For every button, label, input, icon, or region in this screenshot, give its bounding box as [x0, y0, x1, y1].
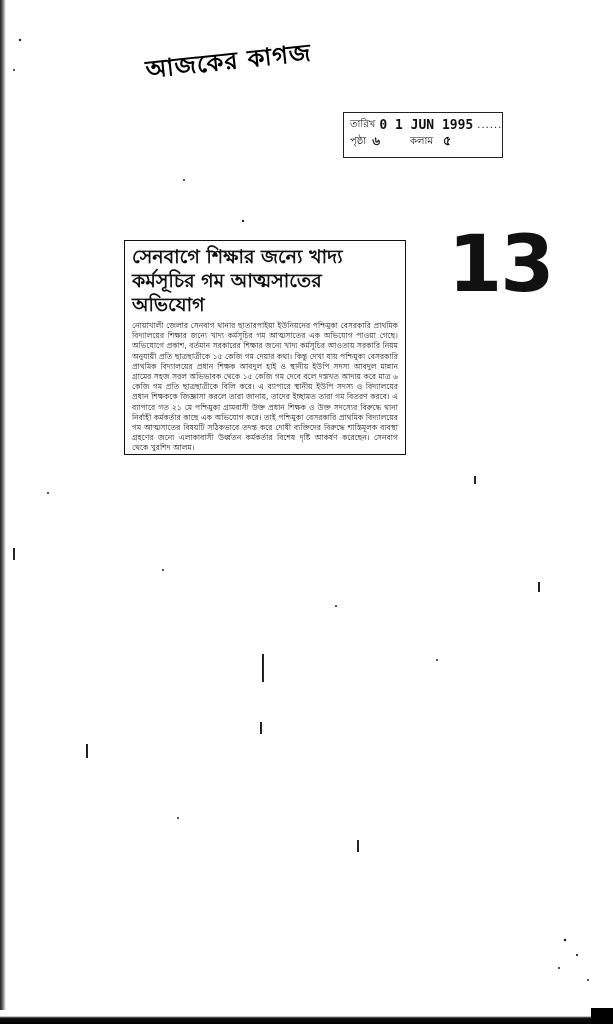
scan-mark [357, 840, 359, 852]
stamp-date-row [350, 117, 503, 134]
stamp-date-value: 0 1 JUN 1995 [379, 118, 474, 133]
scan-dot [162, 569, 164, 571]
scan-dot [19, 39, 21, 41]
stamp-page-label: পৃষ্ঠা [350, 136, 367, 147]
article-body: নোয়াখালী জেলার সেনবাগ থানার ছাতারপাইয়া ইউনিয়নের পশ্চিমুকা বেসরকারি প্রাথমিক বিদ্যালয়ের শিক্ষার জন্যে খাদ্য কর্মসূচির গম আত্মসাতের এক অভিযোগ পাওয়া গেছে। অভিযোগে প্রকাশ, বর্তমান সরকারের শিক্ষার জন্যে খাদ্য কর্মসূচির আওতায় সরকারি নিয়ম অনুযায়ী প্রতি ছাত্রছাত্রীকে ১৫ কেজি গম দেয়ার কথা। কিন্তু দেখা যায় পশ্চিমুকা বেসরকারি প্রাথমিক বিদ্যালয়ের প্রধান শিক্ষক আবদুল হাই ও স্থানীয় ইউপি সদস্য আবদুল মান্নান গ্রামের সহজ সরল অভিভাবক থেকে ১৫ কেজি গম দেবে বলে দস্তখত আদায় করে মাত্র ৬ কেজি গম প্রতি ছাত্রছাত্রীকে বিলি করে। এ ব্যাপারে স্থানীয় ইউপি সদস্য ও বিদ্যালয়ের প্রধান শিক্ষককে জিজ্ঞাসা করলে তারা জানায়, তাদের ইচ্ছামত তারা গম বিতরণ করবে। এ ব্যাপারে গত ২১ মে পশ্চিমুকা গ্রামবাসী উক্ত প্রধান শিক্ষক ও উক্ত সদস্যের বিরুদ্ধে থানা নির্বাহী কর্মকর্তার কাছে এক অভিযোগ করে। তাই পশ্চিমুকা বেসরকারি প্রাথমিক বিদ্যালয়ের গম আত্মসাতের বিষয়টি সঠিকভাবে তদন্ত করে দোষী ব্যক্তিদের বিরুদ্ধে শাস্তিমূলক ব্যবস্থা গ্রহণের জন্যে এলাকাবাসী উর্ধ্বতন কর্মকর্তার বিশেষ দৃষ্টি আকর্ষণ করেছেন। সেনবাগ থেকে খুরশিদ আলম। [132, 321, 398, 453]
scanned-page-left-edge [0, 0, 6, 1024]
scan-dot [576, 954, 578, 956]
newspaper-name: আজকের কাগজ [144, 38, 313, 84]
scan-dot [335, 605, 337, 607]
article-headline: সেনবাগে শিক্ষার জন্যে খাদ্য কর্মসূচির গম আত্মসাতের অভিযোগ [132, 246, 343, 316]
scan-dot [564, 939, 567, 942]
stamp-date-label: তারিখ [350, 119, 376, 130]
stamp-date-dots: ...... [477, 120, 503, 131]
scan-dot [47, 492, 49, 494]
stamp-column-label: কলাম [410, 136, 433, 147]
scan-mark [262, 654, 264, 682]
scan-dot [242, 220, 244, 222]
scan-dot [558, 967, 560, 969]
scan-dot [183, 179, 185, 181]
stamp-column-value: ৫ [442, 134, 452, 149]
scanned-page-bottom-edge [0, 1010, 613, 1024]
scan-dot [587, 979, 589, 981]
scan-dot [13, 69, 15, 71]
scan-mark [474, 476, 476, 484]
scan-dot [177, 817, 179, 819]
handwritten-page-number: 13 [448, 220, 553, 310]
scan-mark [86, 744, 88, 758]
stamp-page-row [350, 134, 496, 151]
stamp-page-value: ৬ [372, 133, 381, 148]
scan-corner-mark [591, 1008, 613, 1024]
scan-mark [13, 548, 15, 560]
scan-dot [436, 659, 438, 661]
scan-mark [538, 582, 540, 592]
newspaper-clipping [124, 240, 406, 455]
scan-mark [260, 722, 262, 734]
date-stamp [343, 112, 503, 158]
